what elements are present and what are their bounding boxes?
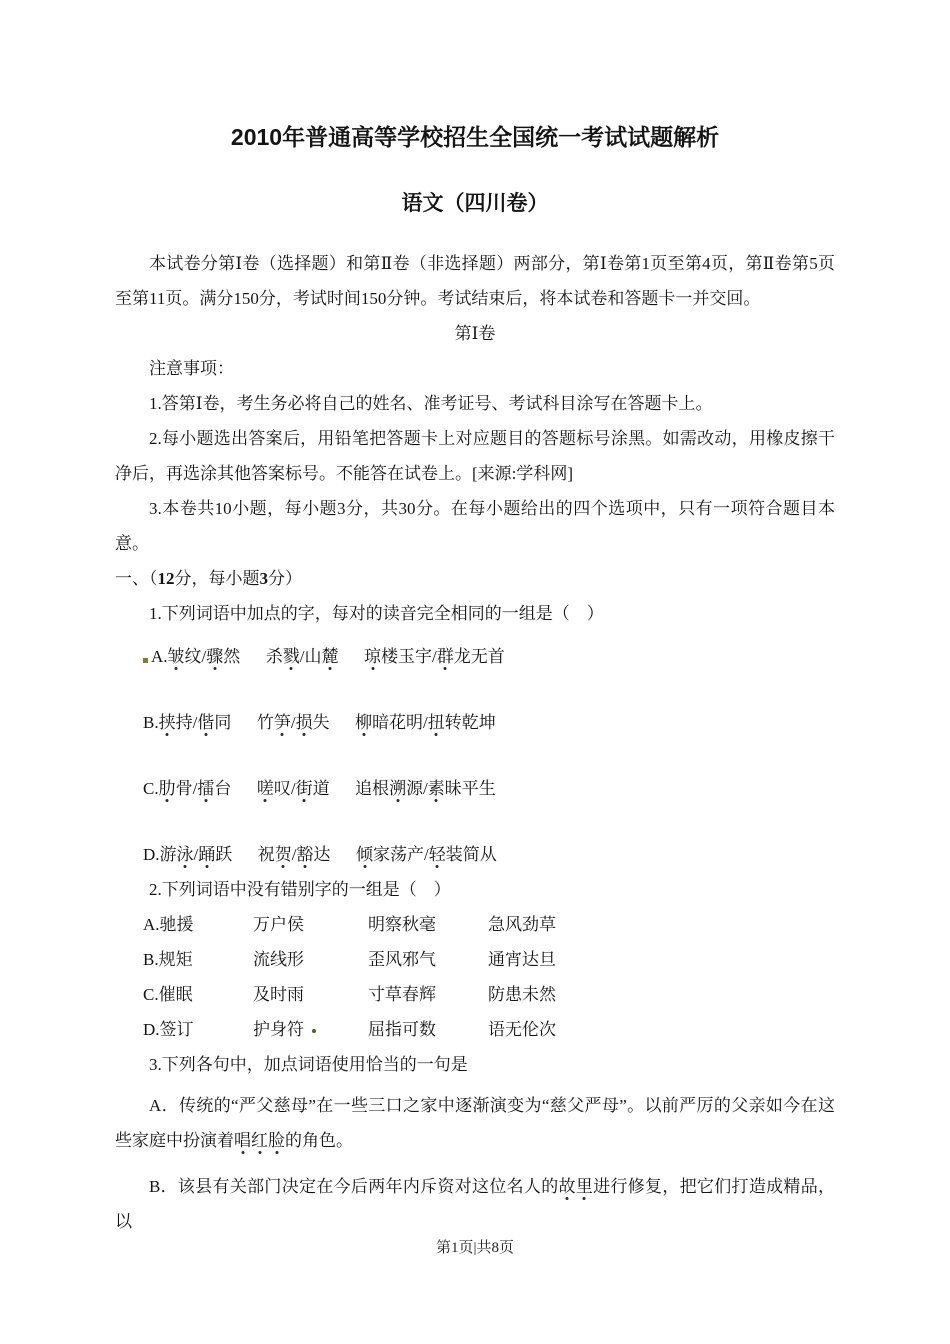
q2-b-word-2: 流线形 xyxy=(253,950,304,969)
q2-stem: 2.下列词语中没有错别字的一组是（ ） xyxy=(149,880,451,899)
q1-option-c-text: C.肋骨/擂台 嗟叹/街道 追根溯源/素昧平生 xyxy=(143,779,496,798)
q1-options xyxy=(115,639,835,872)
note-item-2: 2.每小题选出答案后，用铅笔把答题卡上对应题目的答题标号涂黑。如需改动，用橡皮擦干净后，再选涂其他答案标号。不能答在试卷上。[来源:学科网] xyxy=(115,429,835,483)
q2-d-word-1: D.签订 xyxy=(143,1020,194,1039)
doc-title: 2010年普通高等学校招生全国统一考试试题解析 xyxy=(230,124,720,150)
q2-c-word-1: C.催眠 xyxy=(143,985,193,1004)
q2-a-word-1: A.驰援 xyxy=(143,915,194,934)
q2-d-word-2-text: 护身符 xyxy=(253,1020,304,1039)
doc-subtitle: 语文（四川卷） xyxy=(401,192,549,215)
q3-stem: 3.下列各句中，加点词语使用恰当的一句是 xyxy=(149,1055,468,1074)
q2-c-word-4: 防患未然 xyxy=(488,985,556,1004)
intro-paragraph: 本试卷分第Ⅰ卷（选择题）和第Ⅱ卷（非选择题）两部分，第Ⅰ卷第1页至第4页，第Ⅱ卷第5页至第11页。满分150分，考试时间150分钟。考试结束后，将本试卷和答题卡一并交回。 xyxy=(115,254,835,308)
q2-b-word-4: 通宵达旦 xyxy=(488,950,556,969)
page-footer: 第1页|共8页 xyxy=(435,1240,514,1256)
q3-option-b: B．该县有关部门决定在今后两年内斥资对这位名人的故里进行修复，把它们打造成精品，以 xyxy=(115,1177,836,1231)
q2-d-word-4: 语无伦次 xyxy=(488,1020,556,1039)
note-item-3: 3.本卷共10小题，每小题3分，共30分。在每小题给出的四个选项中，只有一项符合题目本意。 xyxy=(115,499,835,553)
q3-option-a: A．传统的“严父慈母”在一些三口之家中逐渐演变为“慈父严母”。以前严厉的父亲如今在这些家庭中扮演着唱红脸的角色。 xyxy=(115,1096,835,1150)
q2-option-d xyxy=(143,1012,835,1047)
q2-options xyxy=(143,907,835,1047)
note-item-1: 1.答第Ⅰ卷，考生务必将自己的姓名、准考证号、考试科目涂写在答题卡上。 xyxy=(149,394,713,413)
q1-option-c xyxy=(143,771,835,806)
q2-b-word-3: 歪风邪气 xyxy=(368,950,436,969)
q2-b-word-1: B.规矩 xyxy=(143,950,193,969)
q2-d-word-3: 屈指可数 xyxy=(368,1020,436,1039)
q1-option-d-text: D.游泳/踊跃 祝贺/豁达 倾家荡产/轻装简从 xyxy=(143,845,497,864)
green-dot-artifact xyxy=(312,1029,316,1033)
cursor-artifact xyxy=(143,658,148,663)
q2-c-word-2: 及时雨 xyxy=(253,985,304,1004)
q1-option-a-text: A.皱纹/骤然 杀戮/山麓 琼楼玉宇/群龙无首 xyxy=(151,647,505,666)
q2-option-c xyxy=(143,977,835,1012)
q2-option-a xyxy=(143,907,835,942)
q2-a-word-4: 急风劲草 xyxy=(488,915,556,934)
q2-c-word-3: 寸草春辉 xyxy=(368,985,436,1004)
q1-option-a xyxy=(143,639,835,674)
q1-option-b-text: B.挟持/偕同 竹笋/损失 柳暗花明/扭转乾坤 xyxy=(143,713,496,732)
notes-heading: 注意事项： xyxy=(149,359,234,378)
q2-a-word-2: 万户侯 xyxy=(253,915,304,934)
q2-a-word-3: 明察秋毫 xyxy=(368,915,436,934)
q1-option-d xyxy=(143,837,835,872)
part1-heading: 第Ⅰ卷 xyxy=(454,324,496,343)
q2-option-b xyxy=(143,942,835,977)
q2-d-word-2 xyxy=(253,1012,368,1047)
section-one-heading: 一、（12分，每小题3分） xyxy=(115,569,302,588)
q1-stem: 1.下列词语中加点的字，每对的读音完全相同的一组是（ ） xyxy=(149,604,604,623)
q1-option-b xyxy=(143,705,835,740)
